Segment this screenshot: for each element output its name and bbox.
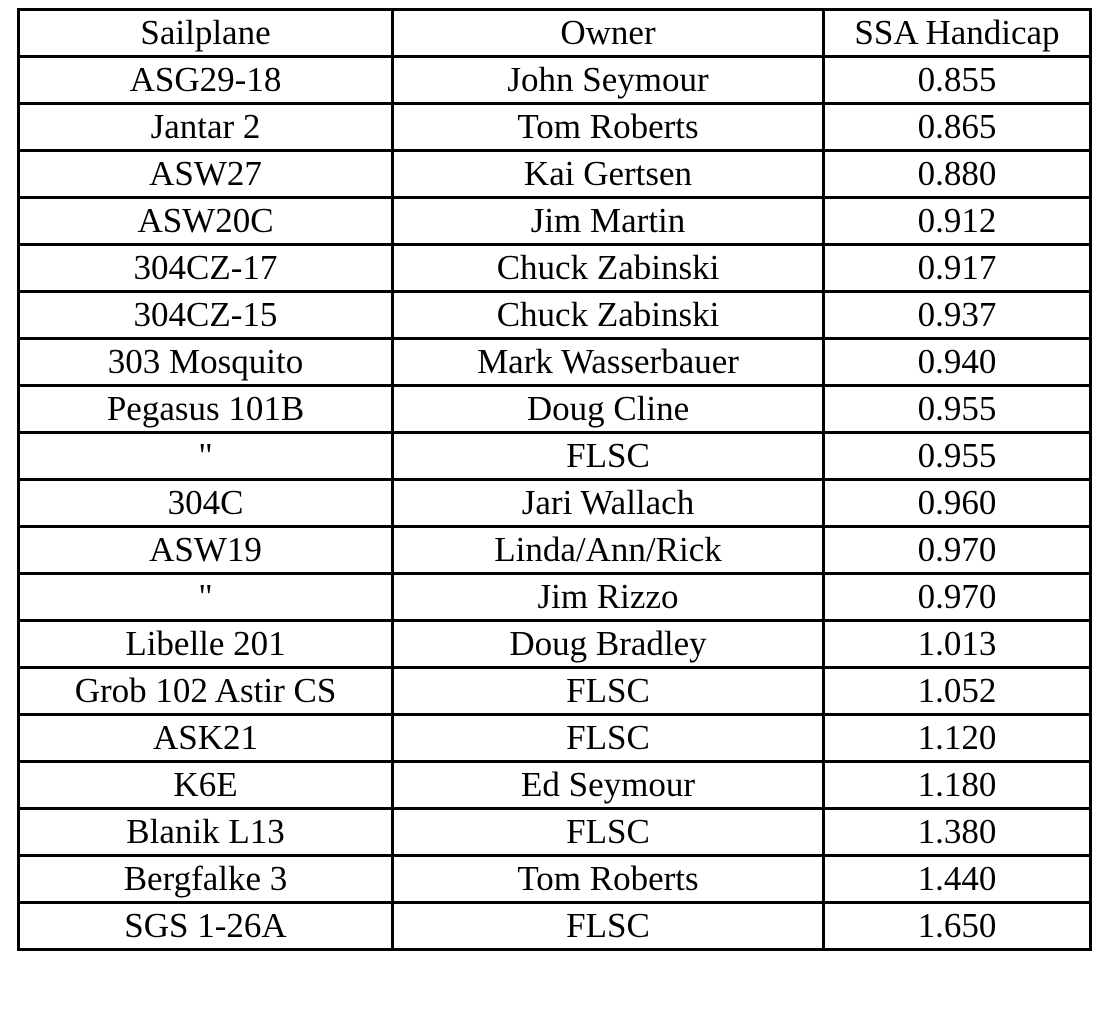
sailplane-cell: Libelle 201 [19, 621, 393, 668]
owner-cell: Tom Roberts [393, 104, 824, 151]
handicap-cell: 0.937 [824, 292, 1091, 339]
handicap-cell: 0.955 [824, 433, 1091, 480]
handicap-cell: 0.880 [824, 151, 1091, 198]
table-row [19, 715, 1091, 762]
handicap-cell: 1.380 [824, 809, 1091, 856]
handicap-cell: 0.970 [824, 527, 1091, 574]
handicap-cell: 0.970 [824, 574, 1091, 621]
sailplane-cell: ASK21 [19, 715, 393, 762]
owner-cell: Doug Cline [393, 386, 824, 433]
column-header-ssa-handicap: SSA Handicap [824, 10, 1091, 57]
handicap-cell: 0.955 [824, 386, 1091, 433]
sailplane-cell: ASG29-18 [19, 57, 393, 104]
sailplane-cell: Jantar 2 [19, 104, 393, 151]
owner-cell: Chuck Zabinski [393, 292, 824, 339]
column-header-sailplane: Sailplane [19, 10, 393, 57]
sailplane-cell: SGS 1-26A [19, 903, 393, 950]
handicap-cell: 1.013 [824, 621, 1091, 668]
owner-cell: FLSC [393, 903, 824, 950]
table-row [19, 903, 1091, 950]
owner-cell: Ed Seymour [393, 762, 824, 809]
handicap-cell: 0.865 [824, 104, 1091, 151]
table-row [19, 198, 1091, 245]
sailplane-cell: ASW19 [19, 527, 393, 574]
table-row [19, 104, 1091, 151]
sailplane-cell: " [19, 433, 393, 480]
table-row [19, 480, 1091, 527]
owner-cell: FLSC [393, 809, 824, 856]
sailplane-cell: Pegasus 101B [19, 386, 393, 433]
table-row [19, 339, 1091, 386]
header-row [19, 10, 1091, 57]
handicap-cell: 1.052 [824, 668, 1091, 715]
sailplane-cell: " [19, 574, 393, 621]
owner-cell: Mark Wasserbauer [393, 339, 824, 386]
handicap-cell: 0.960 [824, 480, 1091, 527]
handicap-table [17, 8, 1092, 951]
table-row [19, 245, 1091, 292]
sailplane-cell: K6E [19, 762, 393, 809]
sailplane-cell: 304CZ-15 [19, 292, 393, 339]
handicap-cell: 0.855 [824, 57, 1091, 104]
sailplane-cell: Blanik L13 [19, 809, 393, 856]
sailplane-cell: 303 Mosquito [19, 339, 393, 386]
sailplane-cell: Bergfalke 3 [19, 856, 393, 903]
column-header-owner: Owner [393, 10, 824, 57]
sailplane-cell: ASW27 [19, 151, 393, 198]
handicap-cell: 1.650 [824, 903, 1091, 950]
table-row [19, 668, 1091, 715]
handicap-cell: 1.120 [824, 715, 1091, 762]
owner-cell: Kai Gertsen [393, 151, 824, 198]
handicap-cell: 0.912 [824, 198, 1091, 245]
owner-cell: Tom Roberts [393, 856, 824, 903]
owner-cell: Jim Martin [393, 198, 824, 245]
owner-cell: Jari Wallach [393, 480, 824, 527]
table-row [19, 151, 1091, 198]
owner-cell: Doug Bradley [393, 621, 824, 668]
table-row [19, 621, 1091, 668]
table-row [19, 57, 1091, 104]
owner-cell: Linda/Ann/Rick [393, 527, 824, 574]
handicap-cell: 1.180 [824, 762, 1091, 809]
table-row [19, 856, 1091, 903]
table-row [19, 527, 1091, 574]
owner-cell: FLSC [393, 715, 824, 762]
owner-cell: John Seymour [393, 57, 824, 104]
handicap-cell: 0.917 [824, 245, 1091, 292]
sailplane-cell: 304CZ-17 [19, 245, 393, 292]
owner-cell: FLSC [393, 668, 824, 715]
owner-cell: Chuck Zabinski [393, 245, 824, 292]
sailplane-cell: ASW20C [19, 198, 393, 245]
sailplane-cell: 304C [19, 480, 393, 527]
table-body [19, 57, 1091, 950]
table-row [19, 762, 1091, 809]
table-row [19, 292, 1091, 339]
handicap-cell: 1.440 [824, 856, 1091, 903]
table-row [19, 386, 1091, 433]
owner-cell: FLSC [393, 433, 824, 480]
table-row [19, 809, 1091, 856]
sailplane-cell: Grob 102 Astir CS [19, 668, 393, 715]
table-row [19, 433, 1091, 480]
table-row [19, 574, 1091, 621]
owner-cell: Jim Rizzo [393, 574, 824, 621]
handicap-cell: 0.940 [824, 339, 1091, 386]
